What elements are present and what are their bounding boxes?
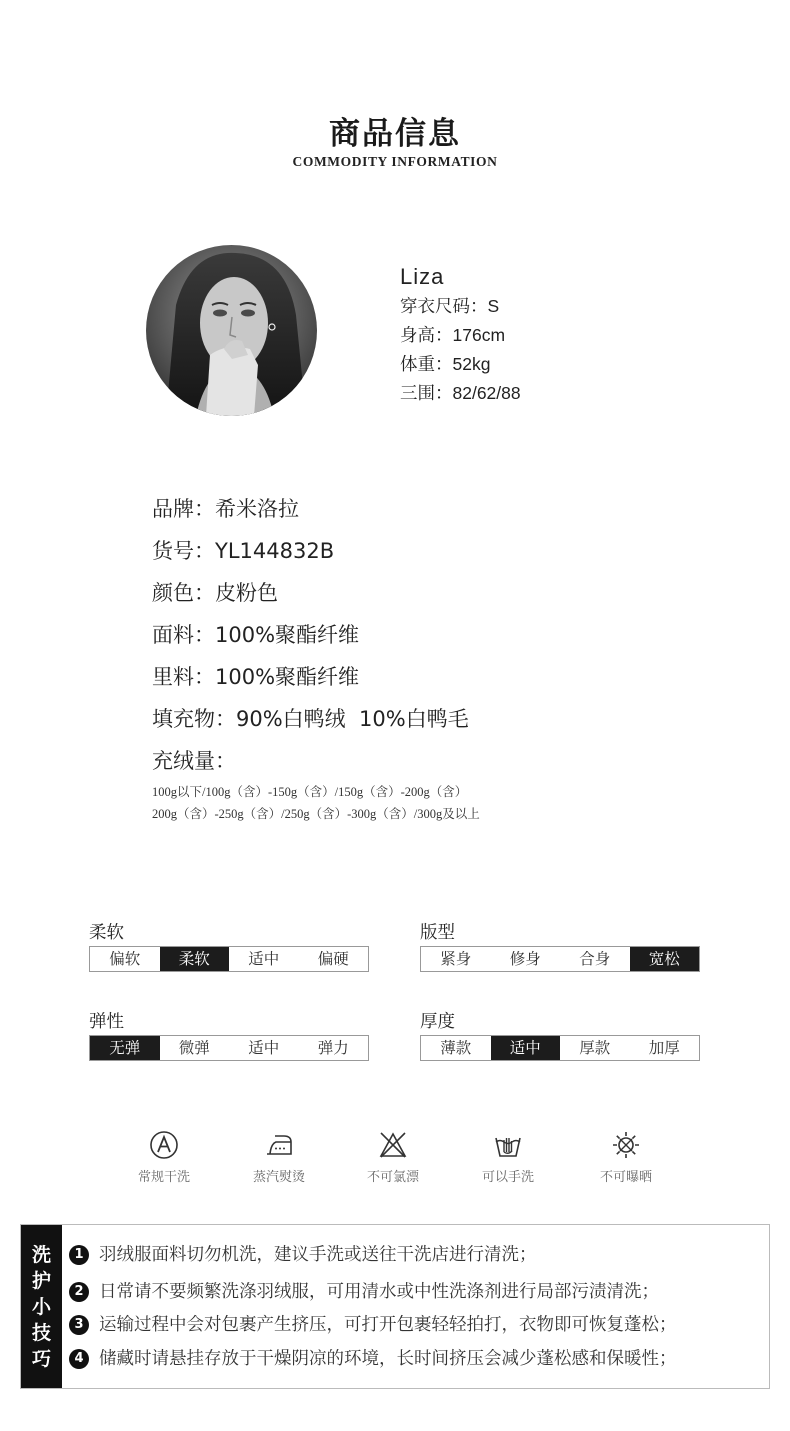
side-char: 巧 [31,1348,51,1370]
model-info [400,262,521,408]
spec-label: 充绒量： [152,749,236,773]
scale-option: 偏软 [109,950,141,968]
dry-clean-a-icon [149,1130,179,1160]
no-sun-dry-icon [611,1130,641,1160]
scale-option-selected: 柔软 [160,947,230,971]
care-dry-clean [114,1130,214,1185]
tip-item [69,1280,659,1304]
row-value: S [487,296,500,316]
scale-option: 修身 [509,950,541,968]
row-value: 176cm [452,325,506,345]
spec-lining [152,662,359,692]
tip-text: 储藏时请悬挂存放于干燥阴凉的环境，长时间挤压会减少蓬松感和保暖性； [99,1349,677,1369]
tip-number: 2 [69,1282,89,1302]
spec-label: 填充物： [152,707,236,731]
scale-option: 弹力 [317,1039,349,1057]
side-char: 技 [31,1322,51,1344]
fill-amount-line-1: 100g以下/100g（含）-150g（含）/150g（含）-200g（含） [152,785,468,799]
no-bleach-icon [378,1130,408,1160]
side-char: 小 [31,1296,51,1318]
elasticity-scale [89,1035,369,1061]
tip-item [69,1347,677,1371]
model-height-row [400,321,521,350]
model-size-row [400,292,521,321]
tip-item [69,1243,537,1267]
attr-elasticity-label: 弹性 [89,1012,124,1032]
hand-wash-icon [493,1130,523,1160]
scale-option-selected: 宽松 [630,947,700,971]
tip-text: 运输过程中会对包裹产生挤压，可打开包裹轻轻拍打，衣物即可恢复蓬松； [99,1315,677,1335]
row-value: 52kg [452,354,491,374]
care-label: 可以手洗 [481,1170,534,1185]
thickness-scale [420,1035,700,1061]
scale-option: 偏硬 [317,950,349,968]
spec-value: 100%聚酯纤维 [215,665,360,689]
fill-amount-line-2: 200g（含）-250g（含）/250g（含）-300g（含）/300g及以上 [152,807,480,821]
spec-brand [152,494,299,524]
row-label: 身高： [400,326,453,346]
section-subtitle: COMMODITY INFORMATION [292,154,498,169]
spec-label: 货号： [152,539,215,563]
spec-value: 希米洛拉 [215,497,299,521]
spec-label: 面料： [152,623,215,647]
spec-filling [152,704,469,734]
scale-option: 微弹 [178,1039,210,1057]
spec-color [152,578,278,608]
care-tips-side-label [21,1225,62,1388]
care-label: 蒸汽熨烫 [252,1170,305,1185]
side-char: 护 [31,1270,51,1292]
scale-option-selected: 无弹 [90,1036,160,1060]
section-title: 商品信息 [329,116,461,152]
care-label: 不可氯漂 [366,1170,419,1185]
spec-value: 90%白鸭绒 10%白鸭毛 [236,707,469,731]
row-label: 体重： [400,355,453,375]
care-tips-box [20,1224,770,1389]
tip-number: 3 [69,1315,89,1335]
spec-value: YL144832B [215,539,335,563]
attr-thickness-label: 厚度 [420,1012,455,1032]
spec-label: 里料： [152,665,215,689]
row-value: 82/62/88 [452,383,521,403]
scale-option: 薄款 [440,1039,472,1057]
spec-value: 皮粉色 [215,581,278,605]
tip-text: 羽绒服面料切勿机洗，建议手洗或送往干洗店进行清洗； [99,1245,537,1265]
spec-label: 颜色： [152,581,215,605]
spec-outer-fabric [152,620,359,650]
attr-softness-label: 柔软 [89,923,124,943]
row-label: 三围： [400,384,453,404]
spec-fill-amount [152,746,236,776]
scale-option: 紧身 [440,950,472,968]
tip-item [69,1313,677,1337]
attr-fit-label: 版型 [420,923,455,943]
spec-value: 100%聚酯纤维 [215,623,360,647]
model-measurements-row [400,379,521,408]
scale-option: 合身 [579,950,611,968]
side-char: 洗 [31,1244,51,1266]
tip-number: 1 [69,1245,89,1265]
scale-option: 加厚 [648,1039,680,1057]
care-label: 不可曝晒 [599,1170,652,1185]
tip-number: 4 [69,1349,89,1369]
steam-iron-icon [264,1130,294,1160]
fit-scale [420,946,700,972]
model-avatar [146,245,317,416]
care-label: 常规干洗 [137,1170,190,1185]
scale-option-selected: 适中 [491,1036,561,1060]
row-label: 穿衣尺码： [400,297,488,317]
care-steam-iron [229,1130,329,1185]
scale-option: 适中 [248,1039,280,1057]
model-weight-row [400,350,521,379]
care-hand-wash [458,1130,558,1185]
care-no-bleach [343,1130,443,1185]
model-name: Liza [400,264,445,289]
scale-option: 厚款 [579,1039,611,1057]
care-no-sun-dry [576,1130,676,1185]
scale-option: 适中 [248,950,280,968]
tip-text: 日常请不要频繁洗涤羽绒服，可用清水或中性洗涤剂进行局部污渍清洗； [99,1282,659,1302]
spec-item-number [152,536,334,566]
softness-scale [89,946,369,972]
spec-label: 品牌： [152,497,215,521]
